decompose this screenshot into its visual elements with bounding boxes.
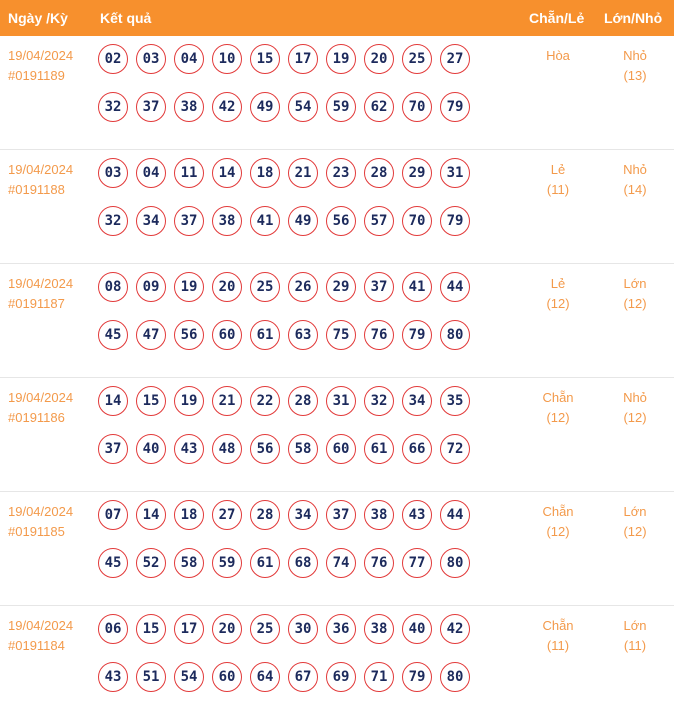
number-ball: 77: [402, 548, 432, 578]
number-ball: 79: [402, 662, 432, 692]
draw-row: [0, 492, 674, 606]
number-ball: 70: [402, 92, 432, 122]
number-ball: 38: [364, 500, 394, 530]
number-ball: 49: [250, 92, 280, 122]
number-ball: 61: [250, 548, 280, 578]
number-ball: 43: [98, 662, 128, 692]
number-ball: 31: [326, 386, 356, 416]
big-small-count: (12): [623, 524, 647, 539]
big-small-label: Lớn: [623, 618, 647, 633]
big-small-count: (14): [623, 182, 647, 197]
number-ball: 09: [136, 272, 166, 302]
number-ball: 79: [402, 320, 432, 350]
number-ball: 40: [402, 614, 432, 644]
number-ball: 28: [288, 386, 318, 416]
number-ball: 40: [136, 434, 166, 464]
number-ball: 15: [136, 386, 166, 416]
draw-date: 19/04/2024: [8, 48, 74, 63]
even-odd-count: (11): [546, 638, 570, 653]
draw-numbers: [98, 272, 498, 368]
numbers-line: [98, 386, 498, 434]
number-ball: 37: [364, 272, 394, 302]
number-ball: 32: [364, 386, 394, 416]
even-odd-label: Hòa: [546, 48, 570, 63]
draw-date: 19/04/2024: [8, 618, 74, 633]
big-small-label: Nhỏ: [623, 390, 647, 405]
draw-id: #0191185: [8, 524, 65, 539]
number-ball: 69: [326, 662, 356, 692]
number-ball: 19: [174, 272, 204, 302]
number-ball: 79: [440, 92, 470, 122]
even-odd-result: [523, 160, 593, 200]
number-ball: 57: [364, 206, 394, 236]
number-ball: 35: [440, 386, 470, 416]
number-ball: 38: [364, 614, 394, 644]
draw-date-period: [8, 502, 73, 542]
number-ball: 20: [212, 272, 242, 302]
number-ball: 56: [326, 206, 356, 236]
number-ball: 58: [174, 548, 204, 578]
number-ball: 31: [440, 158, 470, 188]
draw-date-period: [8, 160, 73, 200]
number-ball: 32: [98, 206, 128, 236]
big-small-label: Nhỏ: [623, 48, 647, 63]
number-ball: 25: [250, 614, 280, 644]
number-ball: 60: [212, 320, 242, 350]
number-ball: 34: [288, 500, 318, 530]
big-small-result: [600, 274, 670, 314]
big-small-result: [600, 502, 670, 542]
number-ball: 80: [440, 320, 470, 350]
number-ball: 27: [440, 44, 470, 74]
number-ball: 19: [174, 386, 204, 416]
draw-row: [0, 378, 674, 492]
results-table-body: [0, 36, 674, 720]
draw-date-period: [8, 274, 73, 314]
number-ball: 43: [402, 500, 432, 530]
number-ball: 60: [212, 662, 242, 692]
even-odd-count: (12): [546, 296, 570, 311]
number-ball: 80: [440, 662, 470, 692]
number-ball: 20: [364, 44, 394, 74]
number-ball: 79: [440, 206, 470, 236]
draw-date: 19/04/2024: [8, 276, 74, 291]
number-ball: 49: [288, 206, 318, 236]
header-result: Kết quả: [100, 10, 152, 26]
number-ball: 56: [174, 320, 204, 350]
big-small-count: (12): [623, 410, 647, 425]
number-ball: 43: [174, 434, 204, 464]
number-ball: 27: [212, 500, 242, 530]
draw-id: #0191184: [8, 638, 65, 653]
number-ball: 37: [136, 92, 166, 122]
number-ball: 18: [174, 500, 204, 530]
numbers-line: [98, 500, 498, 548]
number-ball: 02: [98, 44, 128, 74]
number-ball: 70: [402, 206, 432, 236]
draw-date: 19/04/2024: [8, 162, 74, 177]
number-ball: 30: [288, 614, 318, 644]
number-ball: 61: [250, 320, 280, 350]
number-ball: 68: [288, 548, 318, 578]
number-ball: 04: [136, 158, 166, 188]
number-ball: 14: [136, 500, 166, 530]
number-ball: 61: [364, 434, 394, 464]
number-ball: 11: [174, 158, 204, 188]
draw-date: 19/04/2024: [8, 390, 74, 405]
draw-numbers: [98, 500, 498, 596]
number-ball: 07: [98, 500, 128, 530]
even-odd-result: [523, 388, 593, 428]
draw-date-period: [8, 46, 73, 86]
even-odd-result: [523, 616, 593, 656]
number-ball: 17: [288, 44, 318, 74]
number-ball: 36: [326, 614, 356, 644]
number-ball: 37: [98, 434, 128, 464]
number-ball: 76: [364, 320, 394, 350]
number-ball: 15: [136, 614, 166, 644]
number-ball: 62: [364, 92, 394, 122]
draw-date-period: [8, 616, 73, 656]
numbers-line: [98, 548, 498, 596]
header-big-small: Lớn/Nhỏ: [604, 10, 663, 26]
number-ball: 25: [402, 44, 432, 74]
number-ball: 44: [440, 500, 470, 530]
draw-date: 19/04/2024: [8, 504, 74, 519]
big-small-count: (12): [623, 296, 647, 311]
even-odd-label: Lẻ: [550, 276, 566, 291]
number-ball: 67: [288, 662, 318, 692]
number-ball: 45: [98, 548, 128, 578]
numbers-line: [98, 320, 498, 368]
numbers-line: [98, 434, 498, 482]
results-table-header: [0, 0, 674, 36]
big-small-label: Nhỏ: [623, 162, 647, 177]
number-ball: 04: [174, 44, 204, 74]
number-ball: 37: [174, 206, 204, 236]
even-odd-count: (12): [546, 410, 570, 425]
number-ball: 34: [402, 386, 432, 416]
big-small-result: [600, 160, 670, 200]
big-small-result: [600, 616, 670, 656]
big-small-result: [600, 46, 670, 86]
even-odd-result: [523, 502, 593, 542]
number-ball: 59: [326, 92, 356, 122]
numbers-line: [98, 206, 498, 254]
number-ball: 14: [98, 386, 128, 416]
numbers-line: [98, 614, 498, 662]
number-ball: 42: [440, 614, 470, 644]
number-ball: 38: [174, 92, 204, 122]
big-small-label: Lớn: [623, 504, 647, 519]
number-ball: 06: [98, 614, 128, 644]
number-ball: 26: [288, 272, 318, 302]
draw-row: [0, 150, 674, 264]
draw-id: #0191186: [8, 410, 65, 425]
number-ball: 32: [98, 92, 128, 122]
number-ball: 19: [326, 44, 356, 74]
draw-numbers: [98, 44, 498, 140]
number-ball: 20: [212, 614, 242, 644]
number-ball: 66: [402, 434, 432, 464]
number-ball: 56: [250, 434, 280, 464]
number-ball: 58: [288, 434, 318, 464]
number-ball: 45: [98, 320, 128, 350]
numbers-line: [98, 92, 498, 140]
numbers-line: [98, 158, 498, 206]
number-ball: 71: [364, 662, 394, 692]
number-ball: 54: [174, 662, 204, 692]
numbers-line: [98, 662, 498, 710]
header-date-period: Ngày /Kỳ: [8, 10, 68, 26]
number-ball: 29: [402, 158, 432, 188]
number-ball: 41: [250, 206, 280, 236]
number-ball: 74: [326, 548, 356, 578]
header-even-odd: Chẵn/Lẻ: [529, 10, 585, 26]
number-ball: 29: [326, 272, 356, 302]
numbers-line: [98, 44, 498, 92]
draw-row: [0, 606, 674, 720]
number-ball: 21: [288, 158, 318, 188]
number-ball: 23: [326, 158, 356, 188]
draw-id: #0191189: [8, 68, 65, 83]
number-ball: 15: [250, 44, 280, 74]
big-small-count: (11): [623, 638, 647, 653]
number-ball: 34: [136, 206, 166, 236]
number-ball: 48: [212, 434, 242, 464]
big-small-count: (13): [623, 68, 647, 83]
even-odd-count: (12): [546, 524, 570, 539]
number-ball: 03: [136, 44, 166, 74]
draw-row: [0, 264, 674, 378]
draw-id: #0191187: [8, 296, 65, 311]
number-ball: 18: [250, 158, 280, 188]
number-ball: 41: [402, 272, 432, 302]
number-ball: 64: [250, 662, 280, 692]
number-ball: 51: [136, 662, 166, 692]
number-ball: 17: [174, 614, 204, 644]
number-ball: 47: [136, 320, 166, 350]
number-ball: 63: [288, 320, 318, 350]
even-odd-count: (11): [546, 182, 570, 197]
number-ball: 59: [212, 548, 242, 578]
number-ball: 28: [250, 500, 280, 530]
draw-numbers: [98, 158, 498, 254]
draw-date-period: [8, 388, 73, 428]
number-ball: 37: [326, 500, 356, 530]
number-ball: 22: [250, 386, 280, 416]
number-ball: 44: [440, 272, 470, 302]
draw-numbers: [98, 386, 498, 482]
number-ball: 25: [250, 272, 280, 302]
numbers-line: [98, 272, 498, 320]
number-ball: 76: [364, 548, 394, 578]
number-ball: 42: [212, 92, 242, 122]
number-ball: 75: [326, 320, 356, 350]
number-ball: 60: [326, 434, 356, 464]
number-ball: 14: [212, 158, 242, 188]
draw-numbers: [98, 614, 498, 710]
even-odd-label: Chẵn: [542, 618, 574, 633]
number-ball: 38: [212, 206, 242, 236]
number-ball: 10: [212, 44, 242, 74]
number-ball: 54: [288, 92, 318, 122]
number-ball: 52: [136, 548, 166, 578]
even-odd-result: [523, 274, 593, 314]
even-odd-label: Lẻ: [550, 162, 566, 177]
even-odd-label: Chẵn: [542, 504, 574, 519]
even-odd-result: [523, 46, 593, 66]
even-odd-label: Chẵn: [542, 390, 574, 405]
big-small-label: Lớn: [623, 276, 647, 291]
number-ball: 80: [440, 548, 470, 578]
number-ball: 03: [98, 158, 128, 188]
draw-id: #0191188: [8, 182, 65, 197]
number-ball: 72: [440, 434, 470, 464]
big-small-result: [600, 388, 670, 428]
draw-row: [0, 36, 674, 150]
number-ball: 28: [364, 158, 394, 188]
number-ball: 21: [212, 386, 242, 416]
number-ball: 08: [98, 272, 128, 302]
